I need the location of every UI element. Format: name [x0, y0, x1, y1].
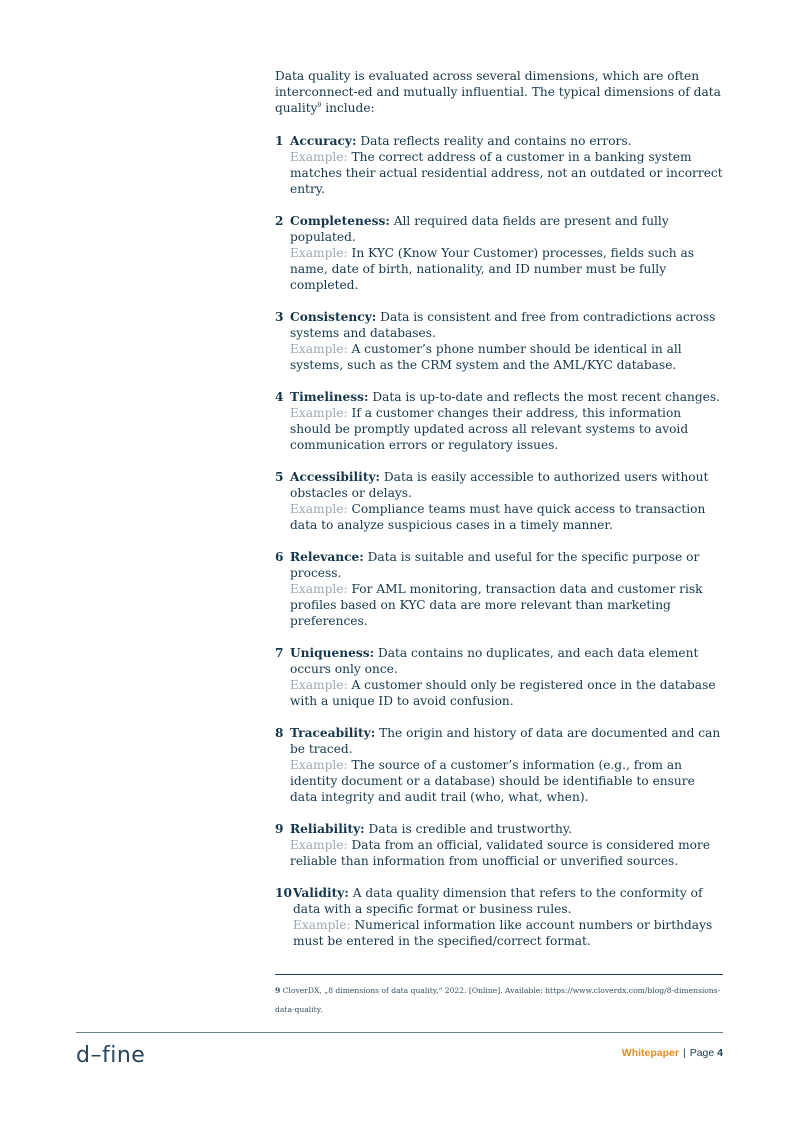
intro-text-before: Data quality is evaluated across several dimensions, which are often interconnect-ed and mutually influential. The typical dimensions of data quality — [275, 69, 721, 115]
example-label: Example: — [290, 582, 348, 596]
example-label: Example: — [290, 758, 348, 772]
item-example: If a customer changes their address, this information should be promptly updated across all relevant systems to avoid communication errors or regulatory issues. — [290, 406, 689, 452]
item-number: 5 — [275, 470, 284, 484]
item-number: 8 — [275, 726, 284, 740]
main-content — [275, 68, 725, 965]
list-item — [275, 549, 725, 629]
intro-text-after: include: — [321, 101, 375, 115]
item-description: Data is up-to-date and reflects the most recent changes. — [368, 390, 721, 404]
list-item — [275, 389, 725, 453]
example-label: Example: — [290, 678, 348, 692]
item-number: 3 — [275, 310, 284, 324]
example-label: Example: — [290, 406, 348, 420]
item-description: A data quality dimension that refers to the conformity of data with a specific format or business rules. — [293, 886, 703, 916]
footnote-text[interactable]: CloverDX, „8 dimensions of data quality,“ 2022. [Online]. Available: https://www.cloverdx.com/blog/8-dimensions-data-quality. — [275, 986, 721, 1014]
example-label: Example: — [290, 246, 348, 260]
item-title: Relevance: — [290, 550, 364, 564]
item-title: Validity: — [293, 886, 349, 900]
item-description: Data is suitable and useful for the specific purpose or process. — [290, 550, 700, 580]
example-label: Example: — [290, 502, 348, 516]
item-example: A customer should only be registered once in the database with a unique ID to avoid confusion. — [290, 678, 716, 708]
document-type: Whitepaper — [621, 1047, 679, 1059]
dimension-list — [275, 133, 725, 949]
list-item — [275, 309, 725, 373]
item-example: The correct address of a customer in a banking system matches their actual residential address, not an outdated or incorrect entry. — [290, 150, 723, 196]
item-title: Accessibility: — [290, 470, 381, 484]
list-item — [275, 133, 725, 197]
item-example: Numerical information like account numbers or birthdays must be entered in the specified/correct format. — [293, 918, 713, 948]
item-description: Data is easily accessible to authorized users without obstacles or delays. — [290, 470, 709, 500]
example-label: Example: — [290, 150, 348, 164]
item-description: All required data fields are present and fully populated. — [290, 214, 669, 244]
footnote-ref[interactable]: 9 — [317, 101, 322, 109]
list-item — [275, 821, 725, 869]
item-number: 6 — [275, 550, 284, 564]
list-item — [275, 725, 725, 805]
example-label: Example: — [290, 342, 348, 356]
item-title: Traceability: — [290, 726, 376, 740]
item-number: 2 — [275, 214, 284, 228]
item-title: Uniqueness: — [290, 646, 375, 660]
item-title: Consistency: — [290, 310, 377, 324]
example-label: Example: — [293, 918, 351, 932]
item-description: Data contains no duplicates, and each data element occurs only once. — [290, 646, 699, 676]
page-number: 4 — [717, 1047, 723, 1059]
item-number: 7 — [275, 646, 284, 660]
item-title: Accuracy: — [290, 134, 357, 148]
item-number: 1 — [275, 134, 284, 148]
list-item — [275, 469, 725, 533]
example-label: Example: — [290, 838, 348, 852]
footnote — [275, 981, 725, 1019]
list-item — [275, 885, 725, 949]
item-title: Reliability: — [290, 822, 365, 836]
item-title: Timeliness: — [290, 390, 369, 404]
page-label: Page — [689, 1047, 718, 1059]
item-title: Completeness: — [290, 214, 390, 228]
item-number: 10 — [275, 886, 292, 900]
footnote-number: 9 — [275, 986, 281, 995]
item-number: 9 — [275, 822, 284, 836]
item-example: For AML monitoring, transaction data and customer risk profiles based on KYC data are more relevant than marketing preferences. — [290, 582, 703, 628]
item-description: Data is credible and trustworthy. — [364, 822, 572, 836]
item-example: The source of a customer’s information (e.g., from an identity document or a database) should be identifiable to ensure data integrity and audit trail (who, what, when). — [290, 758, 695, 804]
item-description: Data is consistent and free from contradictions across systems and databases. — [290, 310, 716, 340]
intro-paragraph — [275, 68, 725, 116]
company-logo: d–fine — [76, 1043, 146, 1068]
item-description: Data reflects reality and contains no errors. — [356, 134, 632, 148]
item-example: In KYC (Know Your Customer) processes, fields such as name, date of birth, nationality, and ID number must be fully completed. — [290, 246, 695, 292]
footer-divider — [76, 1032, 723, 1033]
item-description: The origin and history of data are documented and can be traced. — [290, 726, 721, 756]
item-example: Compliance teams must have quick access to transaction data to analyze suspicious cases in a timely manner. — [290, 502, 706, 532]
footnote-divider — [275, 974, 723, 975]
item-example: A customer’s phone number should be identical in all systems, such as the CRM system and the AML/KYC database. — [290, 342, 682, 372]
item-number: 4 — [275, 390, 284, 404]
page-footer-label — [622, 1047, 723, 1059]
item-example: Data from an official, validated source is considered more reliable than information from unofficial or unverified sources. — [290, 838, 711, 868]
list-item — [275, 645, 725, 709]
footer-separator: | — [682, 1047, 686, 1059]
list-item — [275, 213, 725, 293]
